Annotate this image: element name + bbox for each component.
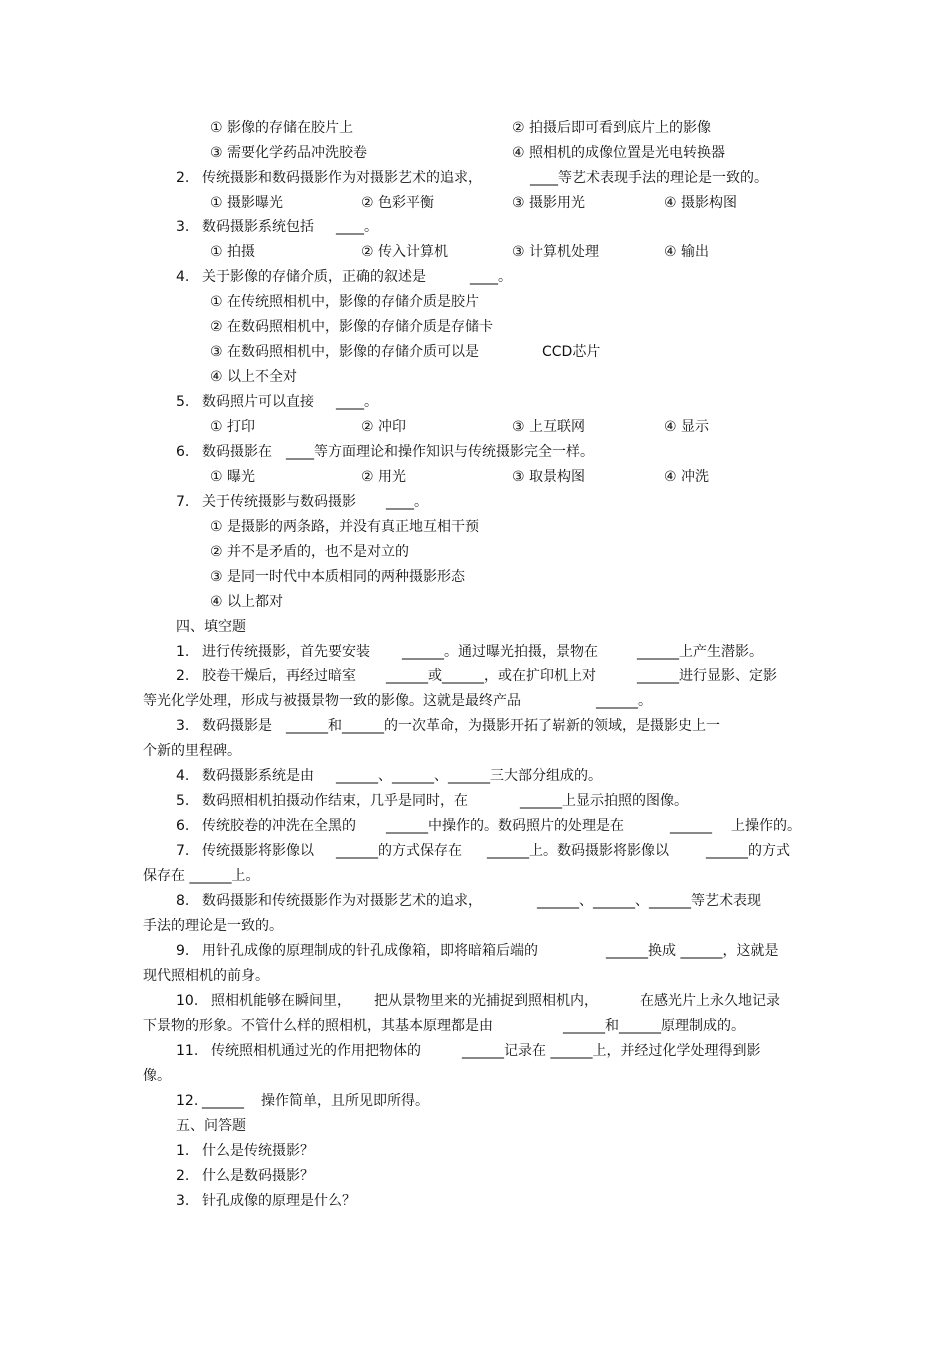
question-tail: ____等艺术表现手法的理论是一致的。: [530, 170, 768, 186]
fill-3: [0, 715, 720, 737]
fill-number: 5.: [176, 793, 190, 809]
section-heading-qa: [0, 1115, 246, 1137]
fill-7-cont: [0, 865, 260, 887]
fill-8: [0, 890, 761, 912]
fill-text: ______上产生潜影。: [637, 644, 763, 660]
fill-number: 7.: [176, 843, 190, 859]
fill-11: [0, 1040, 761, 1062]
q4-option-2: [0, 316, 493, 338]
q1-option-2: ② 拍摄后即可看到底片上的影像: [512, 120, 712, 136]
fill-text: ______: [670, 818, 712, 834]
fill-3-cont: [0, 740, 241, 762]
question-number: 6.: [176, 444, 190, 460]
q7-option-2: [0, 541, 410, 563]
fill-text: ______或______，或在扩印机上对: [386, 668, 596, 684]
fill-text: 传统胶卷的冲洗在全黑的: [202, 818, 356, 834]
option: ① 拍摄: [210, 244, 256, 260]
fill-text: ______和______原理制成的。: [563, 1018, 745, 1034]
question-3: [0, 216, 378, 238]
fill-text: 手法的理论是一致的。: [143, 918, 283, 934]
fill-text: ______记录在 ______上，并经过化学处理得到影: [462, 1043, 761, 1059]
fill-7: [0, 840, 790, 862]
q4-option-3: [0, 341, 601, 363]
fill-text: ______中操作的。数码照片的处理是在: [386, 818, 624, 834]
option: ③ 在数码照相机中，影像的存储介质可以是: [210, 344, 479, 360]
fill-number: 6.: [176, 818, 190, 834]
option: ③ 是同一时代中本质相同的两种摄影形态: [210, 569, 465, 585]
q1-option-4: ④ 照相机的成像位置是光电转换器: [512, 145, 726, 161]
q4-option-4: [0, 366, 298, 388]
fill-12: [0, 1090, 429, 1112]
option: ② 冲印: [361, 419, 407, 435]
question-2: [0, 167, 768, 189]
fill-text: ______换成 ______，这就是: [606, 943, 779, 959]
fill-text: 上操作的。: [731, 818, 801, 834]
option: ① 摄影曝光: [210, 195, 284, 211]
fill-text: 操作简单，且所见即所得。: [261, 1093, 429, 1109]
fill-text: 用针孔成像的原理制成的针孔成像箱，即将暗箱后端的: [202, 943, 538, 959]
fill-text: ______、______、______等艺术表现: [537, 893, 761, 909]
fill-text: 等光化学处理，形成与被摄景物一致的影像。这就是最终产品: [143, 693, 521, 709]
fill-9: [0, 940, 779, 962]
fill-text: ______的方式: [706, 843, 790, 859]
qa-2: [0, 1165, 314, 1187]
fill-text: ______和______的一次革命，为摄影开拓了崭新的领域，是摄影史上一: [286, 718, 720, 734]
qa-number: 3.: [176, 1193, 190, 1209]
fill-11-cont: [0, 1065, 171, 1087]
fill-text: 进行传统摄影，首先要安装: [202, 644, 370, 660]
q7-option-3: [0, 566, 465, 588]
question-number: 5.: [176, 394, 190, 410]
question-tail: ____等方面理论和操作知识与传统摄影完全一样。: [286, 444, 594, 460]
section-title: 五、问答题: [176, 1118, 246, 1134]
q1-option-1: ① 影像的存储在胶片上: [210, 120, 354, 136]
question-tail: ____。: [336, 219, 378, 235]
option: ③ 摄影用光: [512, 195, 586, 211]
option: ① 打印: [210, 419, 256, 435]
fill-5: [0, 790, 688, 812]
fill-text: 把从景物里来的光捕捉到照相机内，: [374, 993, 598, 1009]
question-text: 关于传统摄影与数码摄影: [202, 494, 356, 510]
fill-number: 1.: [176, 644, 190, 660]
question-tail: ____。: [386, 494, 428, 510]
fill-9-cont: [0, 965, 269, 987]
fill-text: 胶卷干燥后，再经过暗室: [202, 668, 356, 684]
fill-text: ______上。数码摄影将影像以: [487, 843, 669, 859]
fill-text: ______进行显影、定影: [637, 668, 777, 684]
qa-number: 2.: [176, 1168, 190, 1184]
fill-text: 数码摄影和传统摄影作为对摄影艺术的追求，: [202, 893, 482, 909]
qa-3: [0, 1190, 356, 1212]
question-number: 2.: [176, 170, 190, 186]
q6-options: [0, 466, 710, 488]
option: ④ 以上都对: [210, 594, 284, 610]
fill-text: 数码摄影系统是由: [202, 768, 314, 784]
option: ④ 摄影构图: [664, 195, 738, 211]
question-number: 7.: [176, 494, 190, 510]
section-title: 四、填空题: [176, 619, 246, 635]
option: ① 曝光: [210, 469, 256, 485]
fill-number: 9.: [176, 943, 190, 959]
question-tail: ____。: [470, 269, 512, 285]
option: ③ 计算机处理: [512, 244, 600, 260]
q3-options: [0, 241, 710, 263]
q1-options-row-1: [0, 117, 712, 139]
option: ② 传入计算机: [361, 244, 449, 260]
q1-option-3: ③ 需要化学药品冲洗胶卷: [210, 145, 368, 161]
section-heading-fill-blank: [0, 616, 246, 638]
fill-number: 12.: [176, 1093, 199, 1109]
qa-1: [0, 1140, 314, 1162]
question-text: 传统摄影和数码摄影作为对摄影艺术的追求，: [202, 170, 482, 186]
fill-text: 像。: [143, 1068, 171, 1084]
fill-text: ______: [202, 1093, 244, 1109]
option: ② 并不是矛盾的，也不是对立的: [210, 544, 410, 560]
fill-text: 在感光片上永久地记录: [640, 993, 780, 1009]
question-5: [0, 391, 378, 413]
fill-text: ______、______、______三大部分组成的。: [336, 768, 602, 784]
question-tail: ____。: [336, 394, 378, 410]
option: ① 是摄影的两条路，并没有真正地互相干预: [210, 519, 479, 535]
option-tail: CCD芯片: [542, 344, 601, 360]
fill-6: [0, 815, 801, 837]
fill-10: [0, 990, 780, 1012]
qa-text: 什么是传统摄影？: [202, 1143, 314, 1159]
option: ④ 输出: [664, 244, 710, 260]
fill-text: ______上显示拍照的图像。: [520, 793, 688, 809]
fill-number: 3.: [176, 718, 190, 734]
option: ④ 显示: [664, 419, 710, 435]
qa-number: 1.: [176, 1143, 190, 1159]
fill-1: [0, 641, 763, 663]
qa-text: 针孔成像的原理是什么？: [202, 1193, 356, 1209]
option: ② 色彩平衡: [361, 195, 435, 211]
fill-number: 2.: [176, 668, 190, 684]
qa-text: 什么是数码摄影？: [202, 1168, 314, 1184]
option: ③ 取景构图: [512, 469, 586, 485]
question-7: [0, 491, 428, 513]
question-text: 数码摄影在: [202, 444, 272, 460]
question-4: [0, 266, 512, 288]
fill-number: 11.: [176, 1043, 199, 1059]
fill-text: ______。: [596, 693, 652, 709]
fill-text: 现代照相机的前身。: [143, 968, 269, 984]
question-number: 3.: [176, 219, 190, 235]
fill-2-cont: [0, 690, 652, 712]
fill-10-cont: [0, 1015, 745, 1037]
q1-options-row-2: [0, 142, 726, 164]
question-text: 关于影像的存储介质，正确的叙述是: [202, 269, 426, 285]
option: ① 在传统照相机中，影像的存储介质是胶片: [210, 294, 479, 310]
fill-number: 10.: [176, 993, 199, 1009]
q2-options: [0, 192, 738, 214]
question-6: [0, 441, 594, 463]
fill-text: 照相机能够在瞬间里，: [211, 993, 351, 1009]
fill-text: ______。通过曝光拍摄，景物在: [402, 644, 598, 660]
fill-text: 下景物的形象。不管什么样的照相机，其基本原理都是由: [143, 1018, 493, 1034]
fill-number: 8.: [176, 893, 190, 909]
q7-option-1: [0, 516, 479, 538]
question-number: 4.: [176, 269, 190, 285]
question-text: 数码摄影系统包括: [202, 219, 314, 235]
fill-number: 4.: [176, 768, 190, 784]
fill-text: 个新的里程碑。: [143, 743, 241, 759]
fill-text: 数码照相机拍摄动作结束，几乎是同时，在: [202, 793, 468, 809]
q4-option-1: [0, 291, 479, 313]
fill-text: ______的方式保存在: [336, 843, 462, 859]
fill-text: 保存在 ______上。: [143, 868, 260, 884]
option: ② 用光: [361, 469, 407, 485]
option: ④ 以上不全对: [210, 369, 298, 385]
q7-option-4: [0, 591, 284, 613]
option: ③ 上互联网: [512, 419, 586, 435]
fill-text: 传统摄影将影像以: [202, 843, 314, 859]
fill-2: [0, 665, 777, 687]
q5-options: [0, 416, 710, 438]
option: ④ 冲洗: [664, 469, 710, 485]
fill-text: 数码摄影是: [202, 718, 272, 734]
fill-8-cont: [0, 915, 283, 937]
question-text: 数码照片可以直接: [202, 394, 314, 410]
fill-4: [0, 765, 602, 787]
fill-text: 传统照相机通过光的作用把物体的: [211, 1043, 421, 1059]
option: ② 在数码照相机中，影像的存储介质是存储卡: [210, 319, 493, 335]
